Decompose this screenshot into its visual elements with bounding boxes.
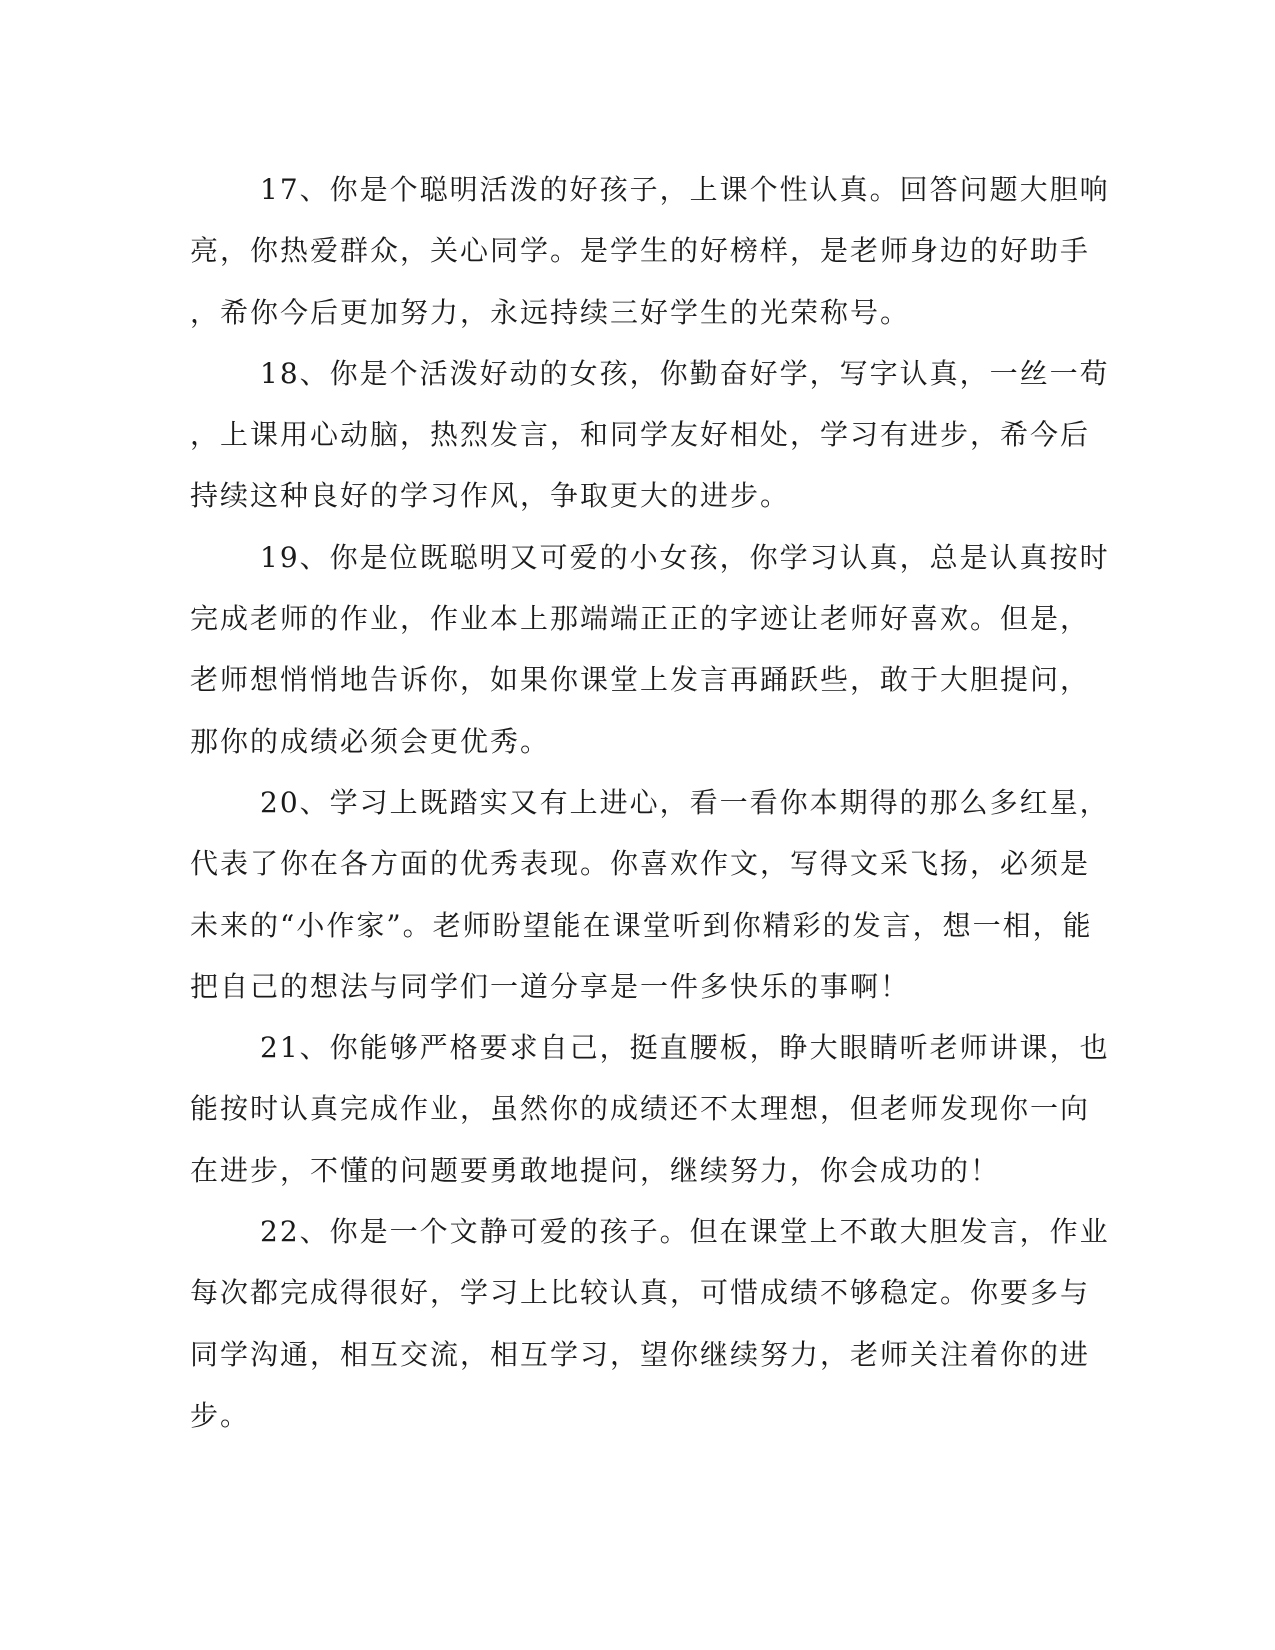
paragraph-line: 22、你是一个文静可爱的孩子。但在课堂上不敢大胆发言，作业: [260, 1215, 1110, 1249]
paragraph-18: [190, 343, 1110, 527]
paragraph-line: 完成老师的作业，作业本上那端端正正的字迹让老师好喜欢。但是，: [190, 602, 1091, 636]
paragraph-20: [190, 772, 1110, 1017]
paragraph-line: ，上课用心动脑，热烈发言，和同学友好相处，学习有进步，希今后: [190, 418, 1091, 452]
paragraph-line: 20、学习上既踏实又有上进心，看一看你本期得的那么多红星，: [260, 785, 1110, 819]
paragraph-line: 21、你能够严格要求自己，挺直腰板，睁大眼睛听老师讲课，也: [260, 1031, 1110, 1065]
paragraph-line: 17、你是个聪明活泼的好孩子，上课个性认真。回答问题大胆响: [260, 173, 1110, 206]
paragraph-line: 同学沟通，相互交流，相互学习，望你继续努力，老师关注着你的进: [190, 1337, 1091, 1371]
paragraph-19: [190, 527, 1110, 772]
paragraph-line: 能按时认真完成作业，虽然你的成绩还不太理想，但老师发现你一向: [190, 1092, 1091, 1126]
paragraph-line: 持续这种良好的学习作风，争取更大的进步。: [190, 479, 791, 513]
paragraph-21: [190, 1017, 1110, 1201]
paragraph-line: 在进步，不懂的问题要勇敢地提问，继续努力，你会成功的！: [190, 1153, 1001, 1187]
paragraph-line: 老师想悄悄地告诉你，如果你课堂上发言再踊跃些，敢于大胆提问，: [190, 663, 1091, 697]
paragraph-line: ，希你今后更加努力，永远持续三好学生的光荣称号。: [190, 295, 911, 329]
paragraph-line: 19、你是位既聪明又可爱的小女孩，你学习认真，总是认真按时: [260, 540, 1110, 574]
paragraph-line: 未来的“小作家”。老师盼望能在课堂听到你精彩的发言，想一相，能: [190, 908, 1093, 942]
paragraph-line: 亮，你热爱群众，关心同学。是学生的好榜样，是老师身边的好助手: [190, 234, 1091, 268]
paragraph-line: 步。: [190, 1398, 251, 1432]
paragraph-17: [190, 159, 1110, 343]
paragraph-line: 18、你是个活泼好动的女孩，你勤奋好学，写字认真，一丝一苟: [260, 356, 1110, 390]
paragraph-line: 把自己的想法与同学们一道分享是一件多快乐的事啊！: [190, 969, 911, 1003]
paragraph-line: 那你的成绩必须会更优秀。: [190, 724, 551, 758]
paragraph-22: [190, 1201, 1110, 1446]
paragraph-line: 代表了你在各方面的优秀表现。你喜欢作文，写得文采飞扬，必须是: [190, 847, 1091, 881]
document-body: [190, 159, 1110, 1446]
paragraph-line: 每次都完成得很好，学习上比较认真，可惜成绩不够稳定。你要多与: [190, 1276, 1091, 1310]
